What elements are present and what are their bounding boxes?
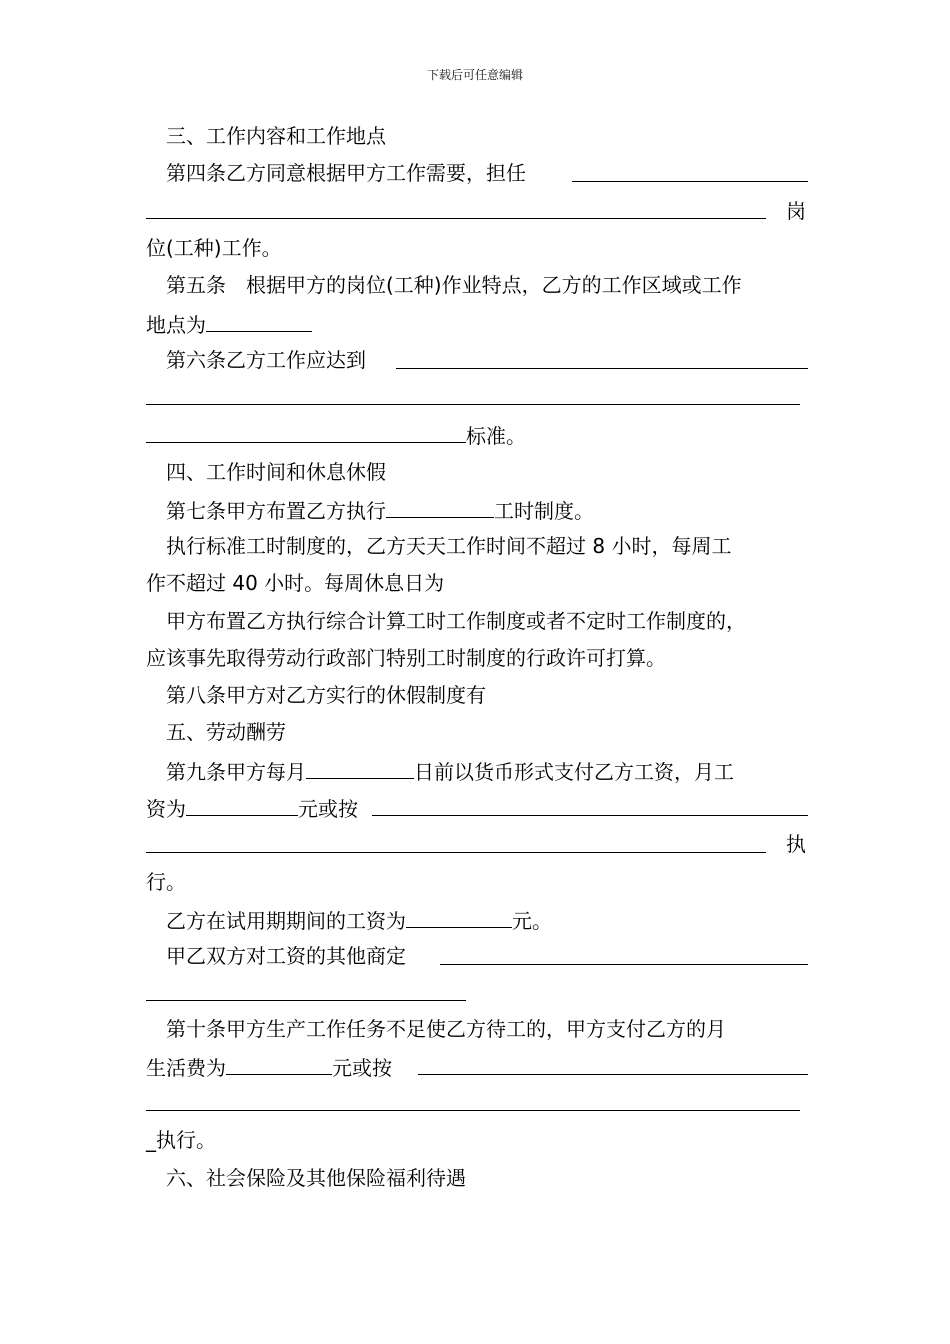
section-5-title: 五、劳动酬劳 (166, 720, 286, 744)
article-5-line-1: 第五条 根据甲方的岗位(工种)作业特点，乙方的工作区域或工作 (166, 273, 742, 297)
article-6-line-3 (146, 420, 526, 448)
living-expense-method-blank-1 (418, 1074, 808, 1075)
section-6-title: 六、社会保险及其他保险福利待遇 (166, 1166, 466, 1190)
article-6-blank-2 (146, 404, 800, 405)
trial-wage-line (166, 905, 552, 933)
article-6-standard: 标准。 (466, 424, 526, 448)
article-4-position-blank (572, 181, 808, 182)
article-6-blank-3 (146, 420, 466, 443)
article-10-line-4: _执行。 (146, 1128, 216, 1152)
monthly-wage-blank (186, 793, 298, 816)
trial-wage-blank (406, 905, 512, 928)
article-10-line-2 (146, 1052, 392, 1080)
comprehensive-hours-line-2: 应该事先取得劳动行政部门特别工时制度的行政许可打算。 (146, 646, 666, 670)
standard-hours-line-2: 作不超过 40 小时。每周休息日为 (146, 571, 445, 595)
article-4-position-blank-2 (146, 218, 766, 219)
article-9-zhi: 执 (786, 832, 806, 856)
article-9-line-1 (166, 756, 734, 784)
article-6-line-1 (166, 346, 366, 374)
article-9-line-4: 行。 (146, 870, 186, 894)
article-5-text: 地点为 (146, 313, 206, 337)
article-10-text: 生活费为 (146, 1056, 226, 1080)
article-7-line (166, 495, 594, 523)
article-9-text-3: 资为 (146, 797, 186, 821)
work-hour-system-blank (386, 495, 494, 518)
trial-wage-text: 乙方在试用期期间的工资为 (166, 909, 406, 933)
article-9-text-4: 元或按 (298, 797, 358, 821)
article-9-text-2: 日前以货币形式支付乙方工资，月工 (414, 760, 734, 784)
other-agreement-blank-1 (440, 964, 808, 965)
work-place-blank (206, 309, 312, 332)
article-6-blank-1 (396, 368, 808, 369)
section-4-title: 四、工作时间和休息休假 (166, 460, 386, 484)
article-5-line-2 (146, 309, 312, 337)
other-agreement-blank-2 (146, 1000, 466, 1001)
article-4-line-1 (166, 159, 526, 187)
article-4-gang: 岗 (786, 199, 806, 223)
trial-wage-unit: 元。 (512, 909, 552, 933)
article-6-text: 第六条乙方工作应达到 (166, 348, 366, 372)
wage-method-blank-2 (146, 852, 766, 853)
article-10-text-2: 元或按 (332, 1056, 392, 1080)
article-7-text: 第七条甲方布置乙方执行 (166, 499, 386, 523)
article-10-line-1: 第十条甲方生产工作任务不足使乙方待工的，甲方支付乙方的月 (166, 1017, 726, 1041)
article-8-line: 第八条甲方对乙方实行的休假制度有 (166, 683, 486, 707)
article-4-line-3: 位(工种)工作。 (146, 236, 282, 260)
other-agreement-text: 甲乙双方对工资的其他商定 (166, 944, 406, 968)
article-4-text: 第四条乙方同意根据甲方工作需要，担任 (166, 161, 526, 185)
living-expense-method-blank-2 (146, 1110, 800, 1111)
pay-day-blank (306, 756, 414, 779)
article-7-text-2: 工时制度。 (494, 499, 594, 523)
living-expense-blank (226, 1052, 332, 1075)
comprehensive-hours-line-1: 甲方布置乙方执行综合计算工时工作制度或者不定时工作制度的， (166, 609, 746, 633)
other-agreement-line (166, 942, 406, 970)
section-3-title: 三、工作内容和工作地点 (166, 124, 386, 148)
standard-hours-line-1: 执行标准工时制度的，乙方天天工作时间不超过 8 小时，每周工 (166, 534, 732, 558)
article-9-line-2 (146, 793, 358, 821)
wage-method-blank-1 (372, 815, 808, 816)
page-header-note: 下载后可任意编辑 (426, 68, 523, 82)
article-9-text: 第九条甲方每月 (166, 760, 306, 784)
